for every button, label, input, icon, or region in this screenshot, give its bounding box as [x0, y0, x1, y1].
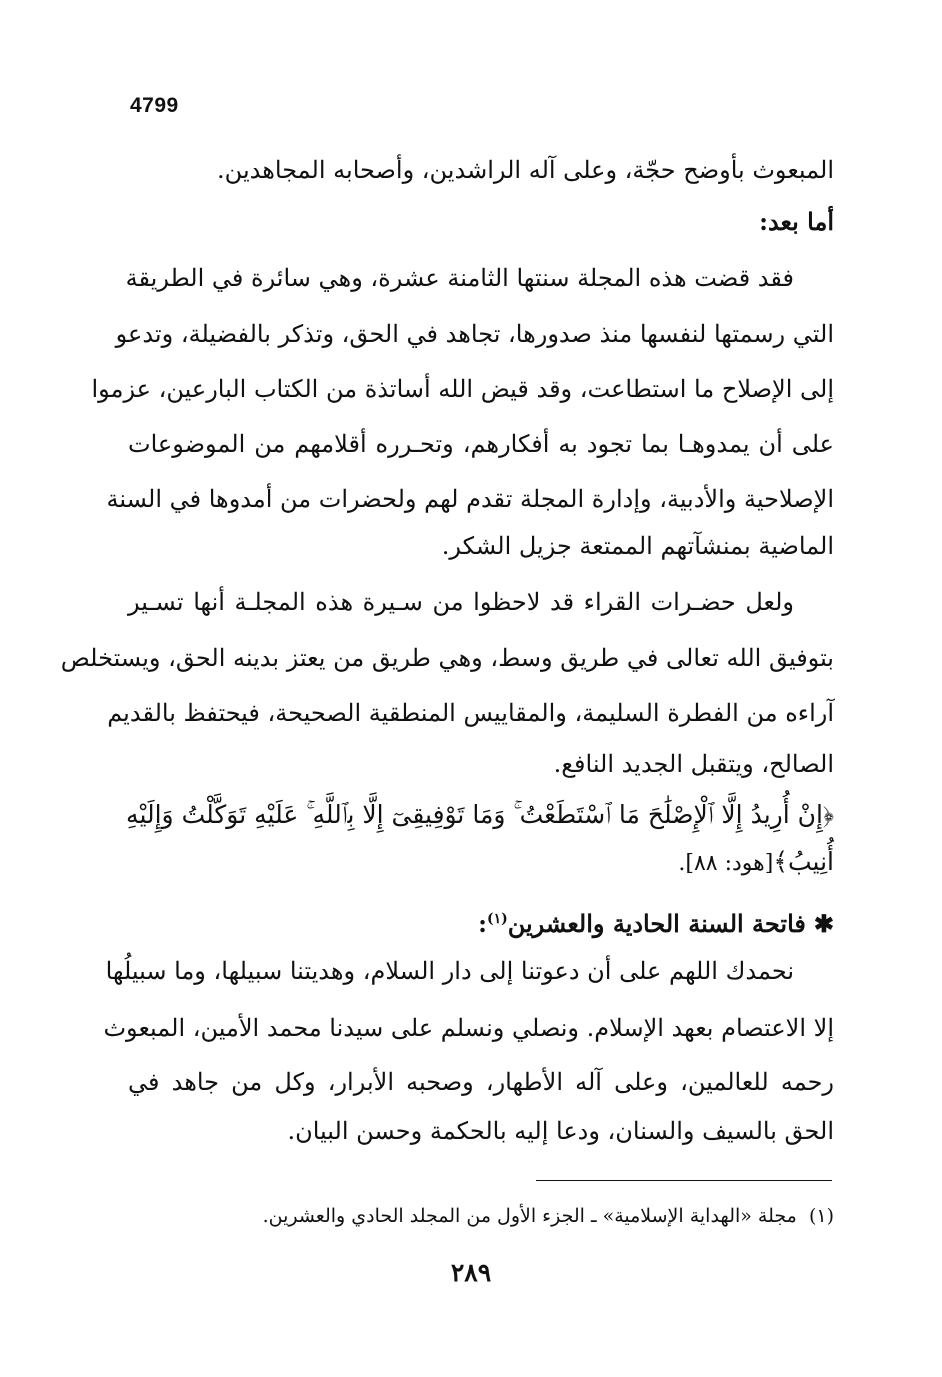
heading-colon: :: [478, 909, 487, 938]
text-line: الحق بالسيف والسنان، ودعا إليه بالحكمة وحسن البيان.: [287, 1117, 834, 1145]
text-line: ولعل حضـرات القراء قد لاحظوا من سـيرة هذه المجلـة أنها تسـير: [128, 588, 794, 616]
quran-verse-line: ﴿إِنْ أُرِيدُ إِلَّا ٱلْإِصْلَٰحَ مَا ٱسْتَطَعْتُ ۚ وَمَا تَوْفِيقِىٓ إِلَّا بِٱللَّهِ ۚ عَلَيْهِ تَوَكَّلْتُ وَإِلَيْهِ: [126, 800, 834, 829]
text-line: بتوفيق الله تعالى في طريق وسط، وهي طريق من يعتز بدينه الحق، ويستخلص: [60, 644, 834, 672]
text-line: إلى الإصلاح ما استطاعت، وقد قيض الله أساتذة من الكتاب البارعين، عزموا: [91, 375, 834, 403]
quran-reference: [هود: ٨٨].: [678, 851, 774, 876]
text-line: على أن يمدوهـا بما تجود به أفكارهم، وتحـرره أقلامهم من الموضوعات: [128, 430, 834, 458]
footnote-marker: (١): [808, 1205, 834, 1227]
footnote: [263, 1202, 834, 1230]
page-number-top: 4799: [130, 94, 179, 117]
text-line: رحمه للعالمين، وعلى آله الأطهار، وصحبه الأبرار، وكل من جاهد في: [128, 1068, 834, 1096]
footnote-text: مجلة «الهداية الإسلامية» ـ الجزء الأول من المجلد الحادي والعشرين.: [262, 1205, 797, 1227]
footnote-separator: [536, 1180, 832, 1181]
text-line: آراءه من الفطرة السليمة، والمقاييس المنطقية الصحيحة، فيحتفظ بالقديم: [107, 699, 834, 727]
folio-page-number: ٢٨٩: [450, 1258, 492, 1287]
text-line: التي رسمتها لنفسها منذ صدورها، تجاهد في الحق، وتذكر بالفضيلة، وتدعو: [115, 320, 834, 348]
text-line: الإصلاحية والأدبية، وإدارة المجلة تقدم لهم ولحضرات من أمدوها في السنة: [106, 485, 834, 513]
section-heading: [478, 903, 834, 940]
footnote-reference: (١): [486, 911, 508, 927]
text-line: الصالح، ويتقبل الجديد النافع.: [553, 750, 834, 778]
text-line: الماضية بمنشآتهم الممتعة جزيل الشكر.: [441, 532, 834, 560]
text-line: المبعوث بأوضح حجّة، وعلى آله الراشدين، وأصحابه المجاهدين.: [217, 156, 834, 184]
text-line: فقد قضت هذه المجلة سنتها الثامنة عشرة، وهي سائرة في الطريقة: [125, 264, 794, 292]
quran-verse-line: [678, 846, 834, 880]
text-line: نحمدك اللهم على أن دعوتنا إلى دار السلام، وهديتنا سبيلها، وما سبيلُها: [105, 957, 794, 985]
heading-text: فاتحة السنة الحادية والعشرين: [507, 909, 806, 938]
star-icon: ✱: [813, 909, 834, 938]
text-line: إلا الاعتصام بعهد الإسلام. ونصلي ونسلم على سيدنا محمد الأمين، المبعوث: [103, 1014, 834, 1042]
section-heading: أما بعد:: [759, 207, 834, 236]
quran-verse-end: أُنِيبُ﴾: [773, 847, 834, 876]
